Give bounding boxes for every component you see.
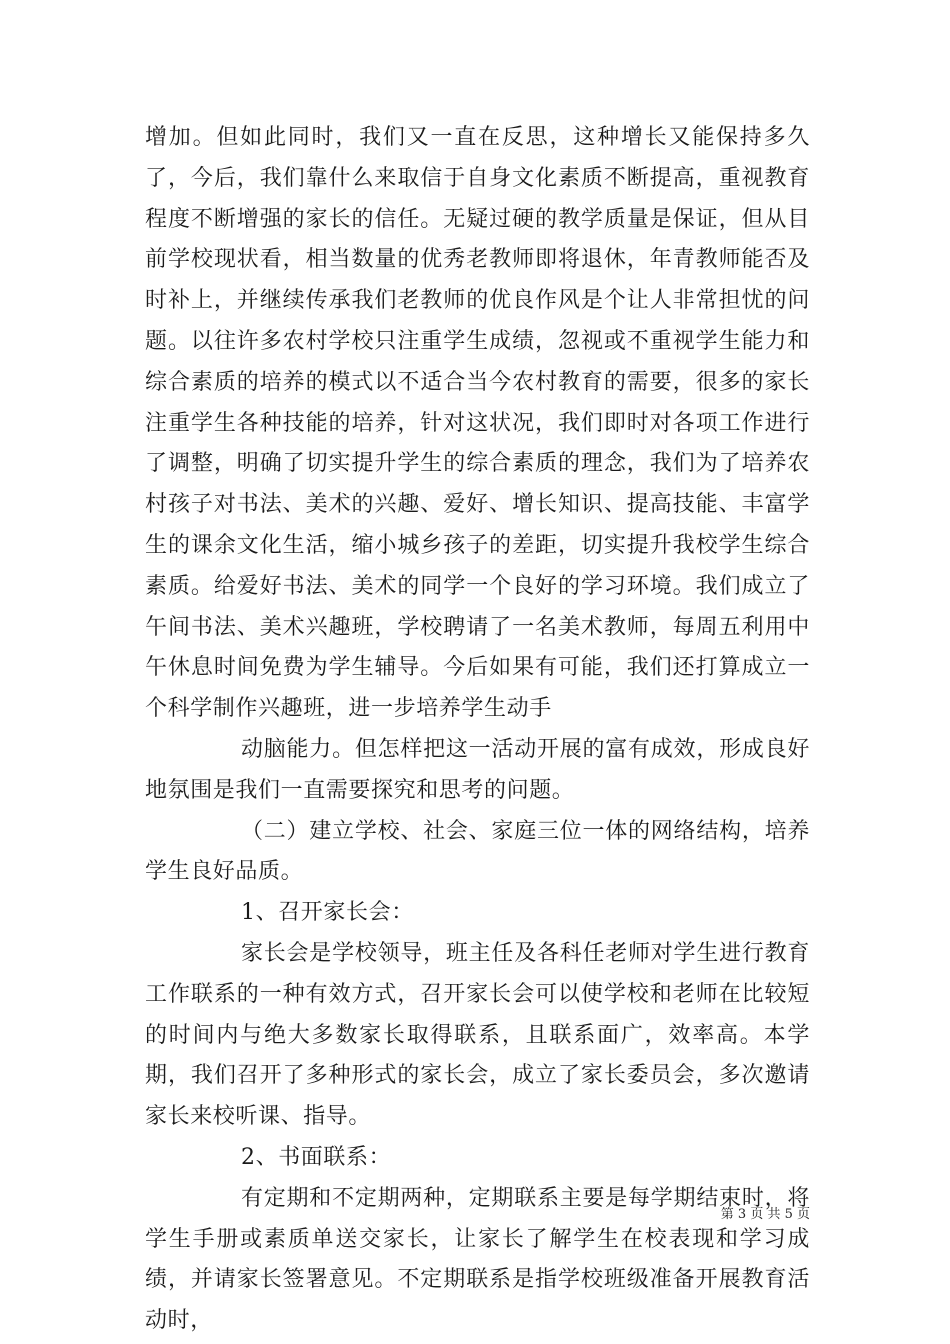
paragraph-2: 动脑能力。但怎样把这一活动开展的富有成效，形成良好地氛围是我们一直需要探究和思考的问题。 [145,736,810,803]
subheading-parent-meeting: 1、召开家长会： [241,900,414,926]
paragraph-written-contact: 有定期和不定期两种，定期联系主要是每学期结束时，将学生手册或素质单送交家长，让家长了解学生在校表现和学习成绩，并请家长签署意见。不定期联系是指学校班级准备开展教育活动时， [145,1185,810,1334]
subheading-written-contact: 2、书面联系： [241,1144,392,1170]
section-heading: （二）建立学校、社会、家庭三位一体的网络结构，培养学生良好品质。 [145,818,810,885]
paragraph-1: 增加。但如此同时，我们又一直在反思，这种增长又能保持多久了，今后，我们靠什么来取信于自身文化素质不断提高，重视教育程度不断增强的家长的信任。无疑过硬的教学质量是保证，但从目前学校现状看，相当数量的优秀老教师即将退休，年青教师能否及时补上，并继续传承我们老教师的优良作风是个让人非常担忧的问题。以往许多农村学校只注重学生成绩，忽视或不重视学生能力和综合素质的培养的模式以不适合当今农村教育的需要，很多的家长注重学生各种技能的培养，针对这状况，我们即时对各项工作进行了调整，明确了切实提升学生的综合素质的理念，我们为了培养农村孩子对书法、美术的兴趣、爱好、增长知识、提高技能、丰富学生的课余文化生活，缩小城乡孩子的差距，切实提升我校学生综合素质。给爱好书法、美术的同学一个良好的学习环境。我们成立了午间书法、美术兴趣班，学校聘请了一名美术教师，每周五利用中午休息时间免费为学生辅导。今后如果有可能，我们还打算成立一个科学制作兴趣班，进一步培养学生动手 [145,125,810,722]
document-body [145,118,810,1342]
page-number: 第 3 页 共 5 页 [720,1207,810,1222]
paragraph-parent-meeting: 家长会是学校领导，班主任及各科任老师对学生进行教育工作联系的一种有效方式，召开家长会可以使学校和老师在比较短的时间内与绝大多数家长取得联系，且联系面广，效率高。本学期，我们召开了多种形式的家长会，成立了家长委员会，多次邀请家长来校听课、指导。 [145,940,810,1130]
